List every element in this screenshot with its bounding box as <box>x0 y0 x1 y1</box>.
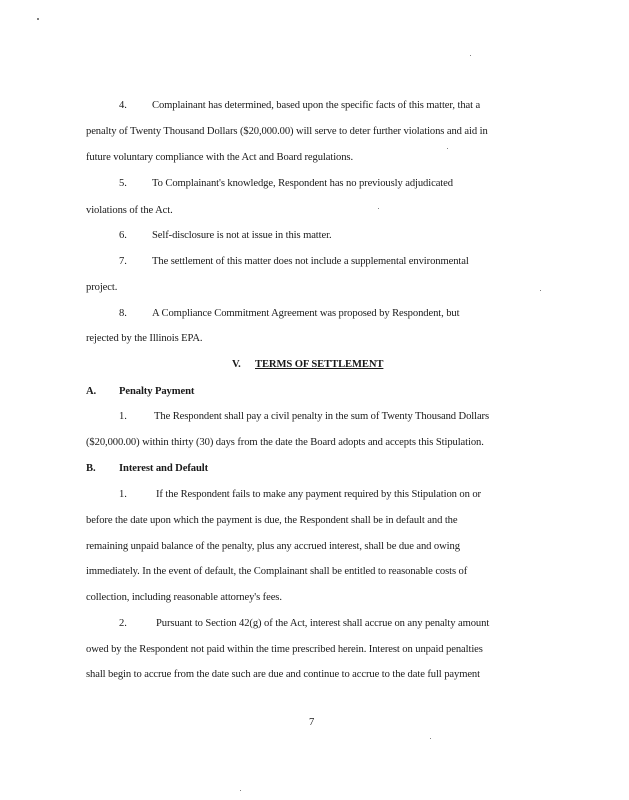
para-6-number: 6. <box>119 230 127 241</box>
para-8-line-1: A Compliance Commitment Agreement was proposed by Respondent, but <box>152 308 460 319</box>
scan-speck <box>470 55 471 56</box>
sub-a-title: Penalty Payment <box>119 386 195 397</box>
para-4-line-3: future voluntary compliance with the Act and Board regulations. <box>86 152 354 163</box>
para-4-number: 4. <box>119 100 127 111</box>
sub-b-letter: B. <box>86 463 96 474</box>
para-5-number: 5. <box>119 178 127 189</box>
para-5-line-2: violations of the Act. <box>86 205 173 216</box>
para-7-line-2: project. <box>86 282 118 293</box>
sub-b-para-2-line-1: Pursuant to Section 42(g) of the Act, interest shall accrue on any penalty amount <box>156 618 490 629</box>
para-6-line-1: Self-disclosure is not at issue in this matter. <box>152 230 332 241</box>
scan-speck <box>37 18 39 20</box>
scan-speck <box>540 290 541 291</box>
scan-speck <box>240 790 241 791</box>
para-4-line-1: Complainant has determined, based upon the specific facts of this matter, that a <box>152 100 481 111</box>
para-8-number: 8. <box>119 308 127 319</box>
para-7-number: 7. <box>119 256 127 267</box>
sub-a-para-1-number: 1. <box>119 411 127 422</box>
sub-b-para-2-number: 2. <box>119 618 127 629</box>
para-5-line-1: To Complainant's knowledge, Respondent has no previously adjudicated <box>152 178 453 189</box>
sub-b-para-1-line-1: If the Respondent fails to make any payment required by this Stipulation on or <box>156 489 481 500</box>
para-4-line-2: penalty of Twenty Thousand Dollars ($20,000.00) will serve to deter further violations and aid in <box>86 126 488 137</box>
para-8-line-2: rejected by the Illinois EPA. <box>86 333 203 344</box>
sub-b-para-1-line-3: remaining unpaid balance of the penalty, plus any accrued interest, shall be due and owing <box>86 541 460 552</box>
scan-speck <box>378 208 379 209</box>
scan-speck <box>430 738 431 739</box>
sub-a-para-1-line-1: The Respondent shall pay a civil penalty in the sum of Twenty Thousand Dollars <box>154 411 490 422</box>
sub-b-para-1-line-5: collection, including reasonable attorney's fees. <box>86 592 282 603</box>
sub-b-para-2-line-2: owed by the Respondent not paid within the time prescribed herein. Interest on unpaid penalties <box>86 644 483 655</box>
sub-a-para-1-line-2: ($20,000.00) within thirty (30) days from the date the Board adopts and accepts this Stipulation. <box>86 437 484 448</box>
para-7-line-1: The settlement of this matter does not include a supplemental environmental <box>152 256 469 267</box>
scan-speck <box>447 148 448 149</box>
sub-a-letter: A. <box>86 386 97 397</box>
sub-b-para-1-line-4: immediately. In the event of default, the Complainant shall be entitled to reasonable costs of <box>86 566 468 577</box>
sub-b-title: Interest and Default <box>119 463 209 474</box>
section-title: TERMS OF SETTLEMENT <box>255 359 384 370</box>
page-number: 7 <box>309 717 315 728</box>
sub-b-para-2-line-3: shall begin to accrue from the date such are due and continue to accrue to the date full payment <box>86 669 480 680</box>
section-number: V. <box>232 359 241 370</box>
sub-b-para-1-number: 1. <box>119 489 127 500</box>
sub-b-para-1-line-2: before the date upon which the payment is due, the Respondent shall be in default and the <box>86 515 458 526</box>
